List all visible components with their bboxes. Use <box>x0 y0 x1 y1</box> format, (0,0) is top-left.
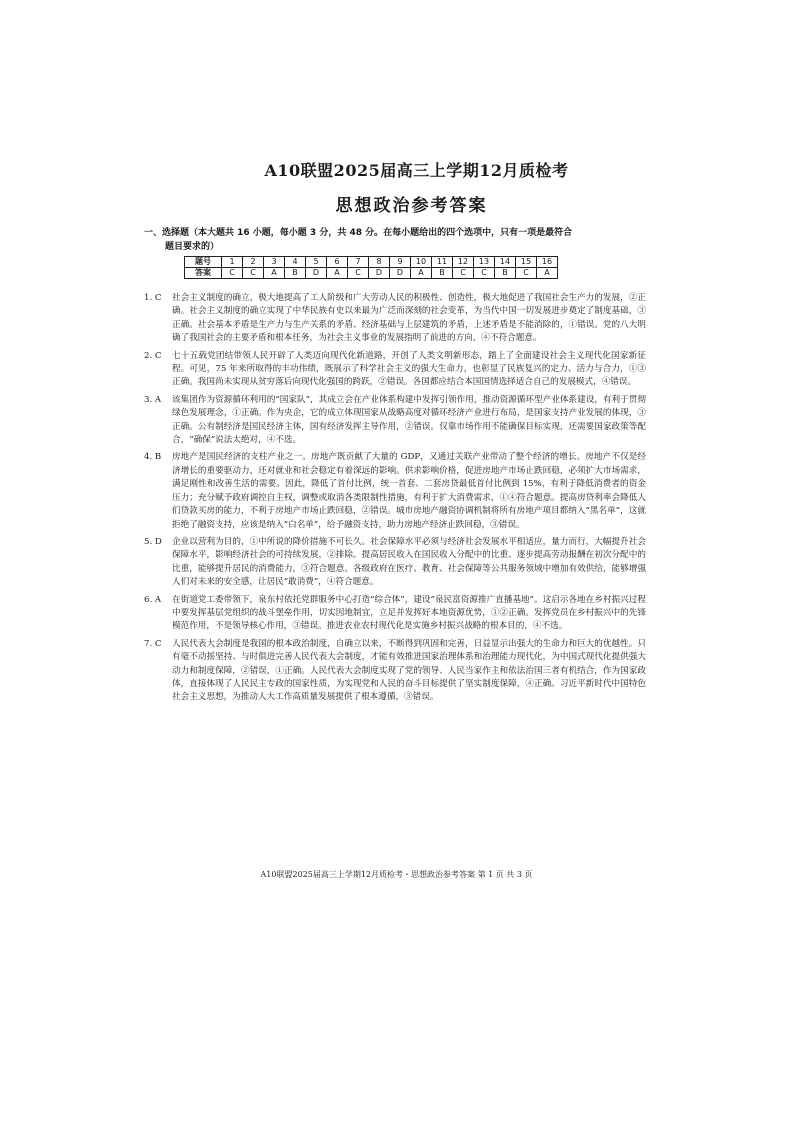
question-explanations <box>144 292 646 709</box>
number-cell: 3 <box>264 257 285 268</box>
answer-cell: A <box>411 268 432 279</box>
number-cell: 15 <box>516 257 537 268</box>
question-item <box>144 536 646 590</box>
question-item <box>144 638 646 705</box>
answer-cell: A <box>327 268 348 279</box>
answer-table-answer-row <box>185 268 558 279</box>
number-cell: 12 <box>453 257 474 268</box>
row-label-number: 题号 <box>185 257 222 268</box>
title-block <box>0 158 793 216</box>
answer-cell: D <box>390 268 411 279</box>
exam-title: A10联盟2025届高三上学期12月质检考 <box>264 161 569 180</box>
answer-cell: C <box>453 268 474 279</box>
number-cell: 14 <box>495 257 516 268</box>
answer-key-title: 思想政治参考答案 <box>335 196 488 216</box>
number-cell: 4 <box>285 257 306 268</box>
row-label-answer: 答案 <box>185 268 222 279</box>
question-explanation: 该集团作为资源循环利用的“国家队”，其成立会在产业体系构建中发挥引领作用，推动资源循环型产业体系建设，有利于贯彻绿色发展理念，①正确。作为央企，它的成立体现国家从战略高度对循环经济产业进行布局，是国家支持产业发展的体现，③正确。公有制经济是国民经济主体，国有经济发挥主导作用，②错误。仅靠市场作用不能确保目标实现，还需要国家政策等配合，“确保”说法太绝对，④不选。 <box>172 394 646 446</box>
question-explanation: 企业以营利为目的，①中所说的降价措施不可长久。社会保障水平必须与经济社会发展水平相适应，量力而行，大幅提升社会保障水平，影响经济社会的可持续发展，②排除。提高居民收入在国民收入分配中的比重、逐步提高劳动报酬在初次分配中的比重，能够提升居民的消费能力，③符合题意。各级政府在医疗、教育、社会保障等公共服务领域中增加有效供给，能够增强人们对未来的安全感，让居民“敢消费”，④符合题意。 <box>172 536 646 588</box>
section-heading-line2: 题目要求的） <box>165 242 220 252</box>
number-cell: 8 <box>369 257 390 268</box>
number-cell: 10 <box>411 257 432 268</box>
question-number: 2. C <box>144 350 162 361</box>
answer-cell: C <box>222 268 243 279</box>
number-cell: 11 <box>432 257 453 268</box>
answer-cell: A <box>537 268 558 279</box>
question-item <box>144 394 646 448</box>
number-cell: 9 <box>390 257 411 268</box>
number-cell: 7 <box>348 257 369 268</box>
number-cell: 2 <box>243 257 264 268</box>
number-cell: 5 <box>306 257 327 268</box>
question-item <box>144 594 646 634</box>
answer-cell: C <box>348 268 369 279</box>
section-heading <box>144 226 664 254</box>
question-number: 6. A <box>144 594 162 605</box>
question-number: 5. D <box>144 536 162 547</box>
section-heading-line1: 一、选择题（本大题共 16 小题，每小题 3 分，共 48 分。在每小题给出的四个选项中，只有一项是最符合 <box>144 228 573 238</box>
question-explanation: 七十五载党团结带领人民开辟了人类迈向现代化新道路，开创了人类文明新形态，踏上了全面建设社会主义现代化国家新征程。可见，75 年来所取得的丰功伟绩，既展示了科学社会主义的强大生命力，也彰显了民族复兴的定力、活力与合力，①③正确。我国尚未实现从贫穷落后向现代化强国的跨跃，②错误。各国都应结合本国国情选择适合自己的发展模式，④错误。 <box>172 350 646 388</box>
answer-cell: B <box>495 268 516 279</box>
number-cell: 1 <box>222 257 243 268</box>
question-item <box>144 451 646 531</box>
answer-cell: B <box>285 268 306 279</box>
answer-cell: B <box>432 268 453 279</box>
answer-table <box>184 256 558 279</box>
question-explanation: 房地产是国民经济的支柱产业之一。房地产既贡献了大量的 GDP，又通过关联产业带动了整个经济的增长。房地产不仅是经济增长的重要驱动力，还对就业和社会稳定有着深远的影响。供求影响价格，促进房地产市场止跌回稳，必须扩大市场需求，满足刚性和改善生活的需要。因此，降低了首付比例，统一首套、二套房贷最低首付比例到 15%，有利于降低消费者的资金压力；充分赋予政府调控自主权，调整或取消各类限制性措施，有利于扩大消费需求，①④符合题意。提高房贷利率会降低人们贷款买房的能力，不利于房地产市场止跌回稳，②错误。城市房地产融资协调机制将所有房地产项目都纳入“黑名单”，这就拒绝了融资支持，应该是纳入“白名单”，给予融资支持，助力房地产经济止跌回稳，③错误。 <box>172 452 646 530</box>
question-explanation: 在街道党工委带领下，泉东村依托党群服务中心打造“综合体”，建设“泉民富资源推广直播基地”。这启示各地在乡村振兴过程中要发挥基层党组织的战斗堡垒作用，切实因地制宜，立足并发挥好本地资源优势，①②正确。发挥党员在乡村振兴中的先锋模范作用，不是领导核心作用，③错误。推进农业农村现代化是实施乡村振兴战略的根本目的，④不选。 <box>172 594 646 632</box>
question-number: 4. B <box>144 452 162 463</box>
answer-cell: C <box>516 268 537 279</box>
question-explanation: 人民代表大会制度是我国的根本政治制度，自确立以来，不断得到巩固和完善，日益显示出强大的生命力和巨大的优越性。只有毫不动摇坚持、与时俱进完善人民代表大会制度，才能有效推进国家治理体系和治理能力现代化，为中国式现代化提供强大动力和制度保障，②错误，①正确。人民代表大会制度实现了党的领导、人民当家作主和依法治国三者有机结合，作为国家政体，直接体现了人民民主专政的国家性质，为实现党和人民的奋斗目标提供了坚实制度保障，④正确。习近平新时代中国特色社会主义思想，为推动人大工作高质量发展提供了根本遵循，③错误。 <box>172 638 646 703</box>
page-footer: A10联盟2025届高三上学期12月质检考・思想政治参考答案 第 1 页 共 3 页 <box>260 870 533 879</box>
answer-cell: D <box>306 268 327 279</box>
question-number: 7. C <box>144 638 162 649</box>
answer-cell: D <box>369 268 390 279</box>
question-explanation: 社会主义制度的确立，极大地提高了工人阶级和广大劳动人民的积极性、创造性，极大地促进了我国社会生产力的发展，②正确。社会主义制度的确立实现了中华民族有史以来最为广泛而深刻的社会变革，为当代中国一切发展进步奠定了制度基础，③正确。社会基本矛盾是生产力与生产关系的矛盾、经济基础与上层建筑的矛盾，上述矛盾是不能消除的，①错误。党的八大明确了我国社会的主要矛盾和根本任务，为社会主义事业的发展指明了前进的方向，④不符合题意。 <box>172 293 646 344</box>
answer-cell: A <box>264 268 285 279</box>
question-number: 3. A <box>144 394 162 405</box>
number-cell: 16 <box>537 257 558 268</box>
question-item <box>144 350 646 390</box>
answer-cell: C <box>474 268 495 279</box>
question-number: 1. C <box>144 293 162 303</box>
number-cell: 13 <box>474 257 495 268</box>
answer-table-number-row <box>185 257 558 268</box>
number-cell: 6 <box>327 257 348 268</box>
question-item <box>144 292 646 346</box>
answer-cell: C <box>243 268 264 279</box>
